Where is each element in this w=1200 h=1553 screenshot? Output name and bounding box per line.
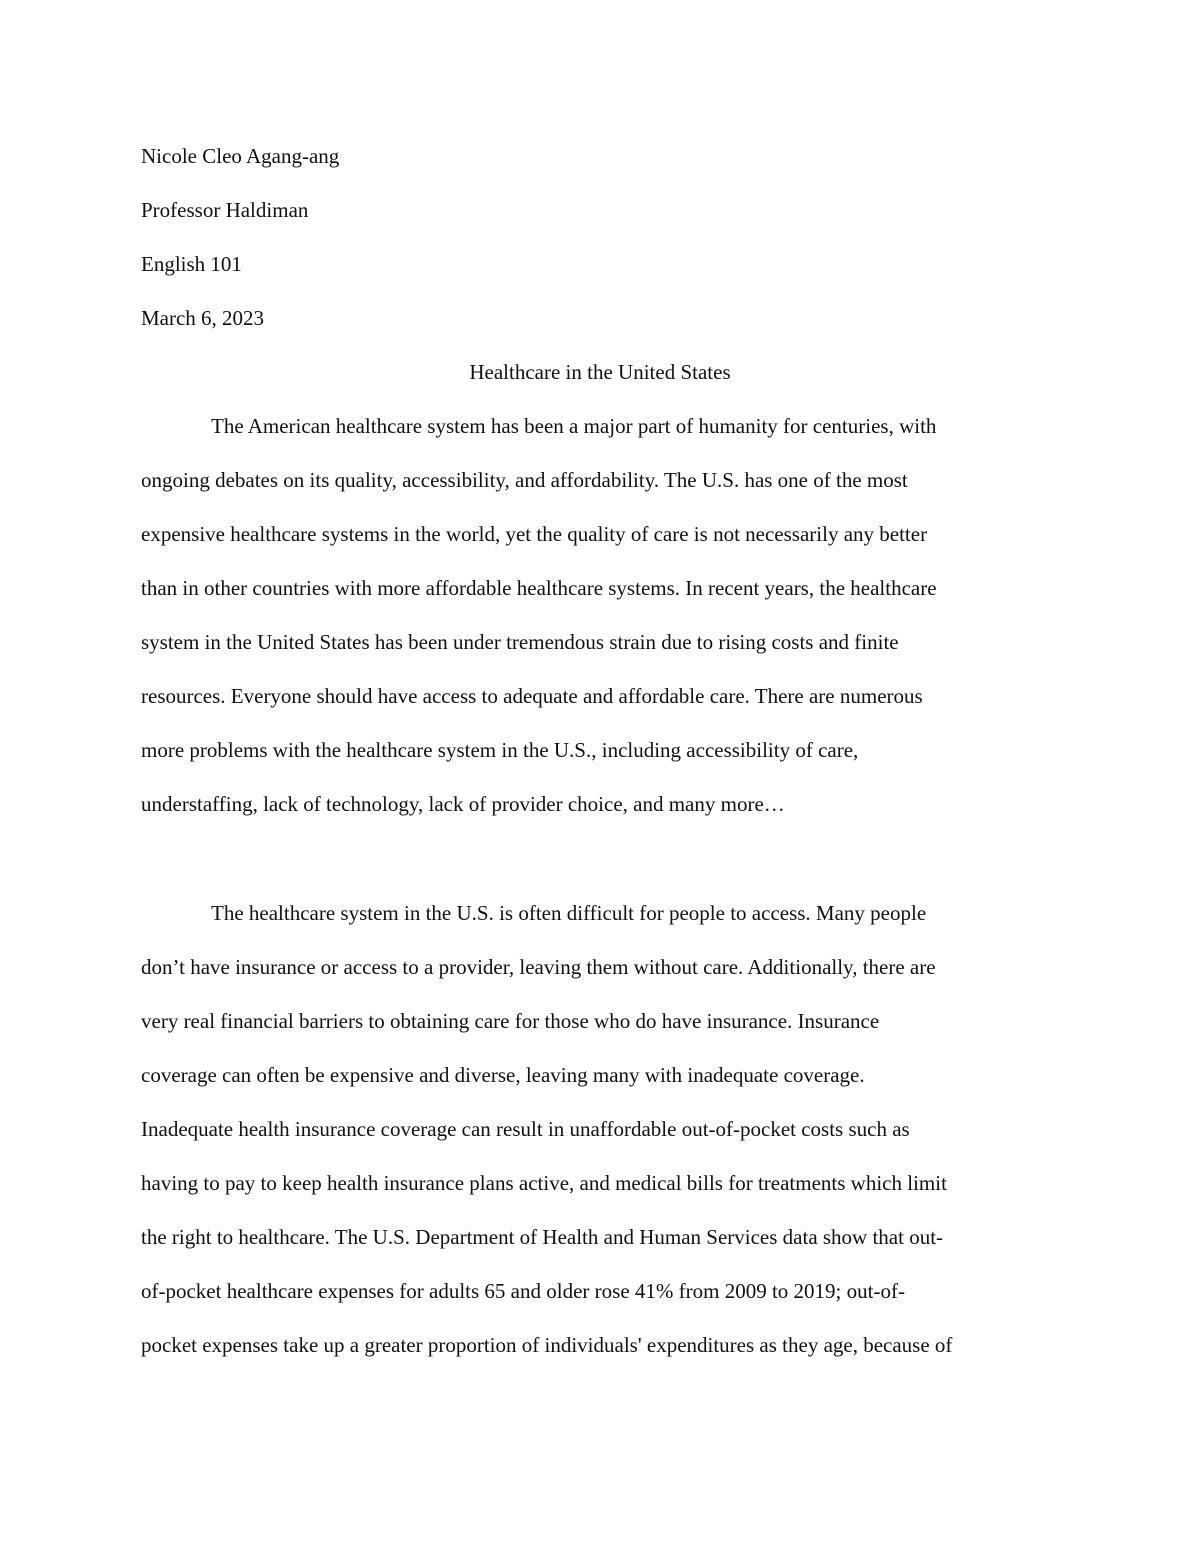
paragraph-line: more problems with the healthcare system in the U.S., including accessibility of care, xyxy=(141,738,859,762)
paragraph-line: The American healthcare system has been a major part of humanity for centuries, with xyxy=(211,414,937,438)
paragraph-line: having to pay to keep health insurance plans active, and medical bills for treatments which limit xyxy=(141,1171,947,1195)
essay-title: Healthcare in the United States xyxy=(469,360,731,384)
paragraph-line: The healthcare system in the U.S. is often difficult for people to access. Many people xyxy=(211,901,927,925)
essay-date: March 6, 2023 xyxy=(141,306,265,330)
professor-name: Professor Haldiman xyxy=(141,198,309,222)
paragraph-line: than in other countries with more affordable healthcare systems. In recent years, the healthcare xyxy=(141,576,937,600)
paragraph-line: the right to healthcare. The U.S. Department of Health and Human Services data show that out- xyxy=(141,1225,944,1249)
course-name: English 101 xyxy=(141,252,242,276)
paragraph-line: very real financial barriers to obtaining care for those who do have insurance. Insurance xyxy=(141,1009,880,1033)
paragraph-line: of-pocket healthcare expenses for adults 65 and older rose 41% from 2009 to 2019; out-of- xyxy=(141,1279,905,1303)
paragraph-line: understaffing, lack of technology, lack of provider choice, and many more… xyxy=(141,792,785,816)
paragraph-line: system in the United States has been under tremendous strain due to rising costs and finite xyxy=(141,630,899,654)
paragraph-line: pocket expenses take up a greater proportion of individuals' expenditures as they age, because of xyxy=(141,1333,953,1357)
paragraph-line: don’t have insurance or access to a provider, leaving them without care. Additionally, there are xyxy=(141,955,936,979)
paragraph-line: expensive healthcare systems in the world, yet the quality of care is not necessarily any better xyxy=(141,522,928,546)
paragraph-line: Inadequate health insurance coverage can result in unaffordable out-of-pocket costs such as xyxy=(141,1117,910,1141)
author-name: Nicole Cleo Agang-ang xyxy=(141,144,340,168)
paragraph-line: coverage can often be expensive and diverse, leaving many with inadequate coverage. xyxy=(141,1063,865,1087)
paragraph-line: ongoing debates on its quality, accessibility, and affordability. The U.S. has one of the most xyxy=(141,468,908,492)
paragraph-line: resources. Everyone should have access to adequate and affordable care. There are numerous xyxy=(141,684,923,708)
